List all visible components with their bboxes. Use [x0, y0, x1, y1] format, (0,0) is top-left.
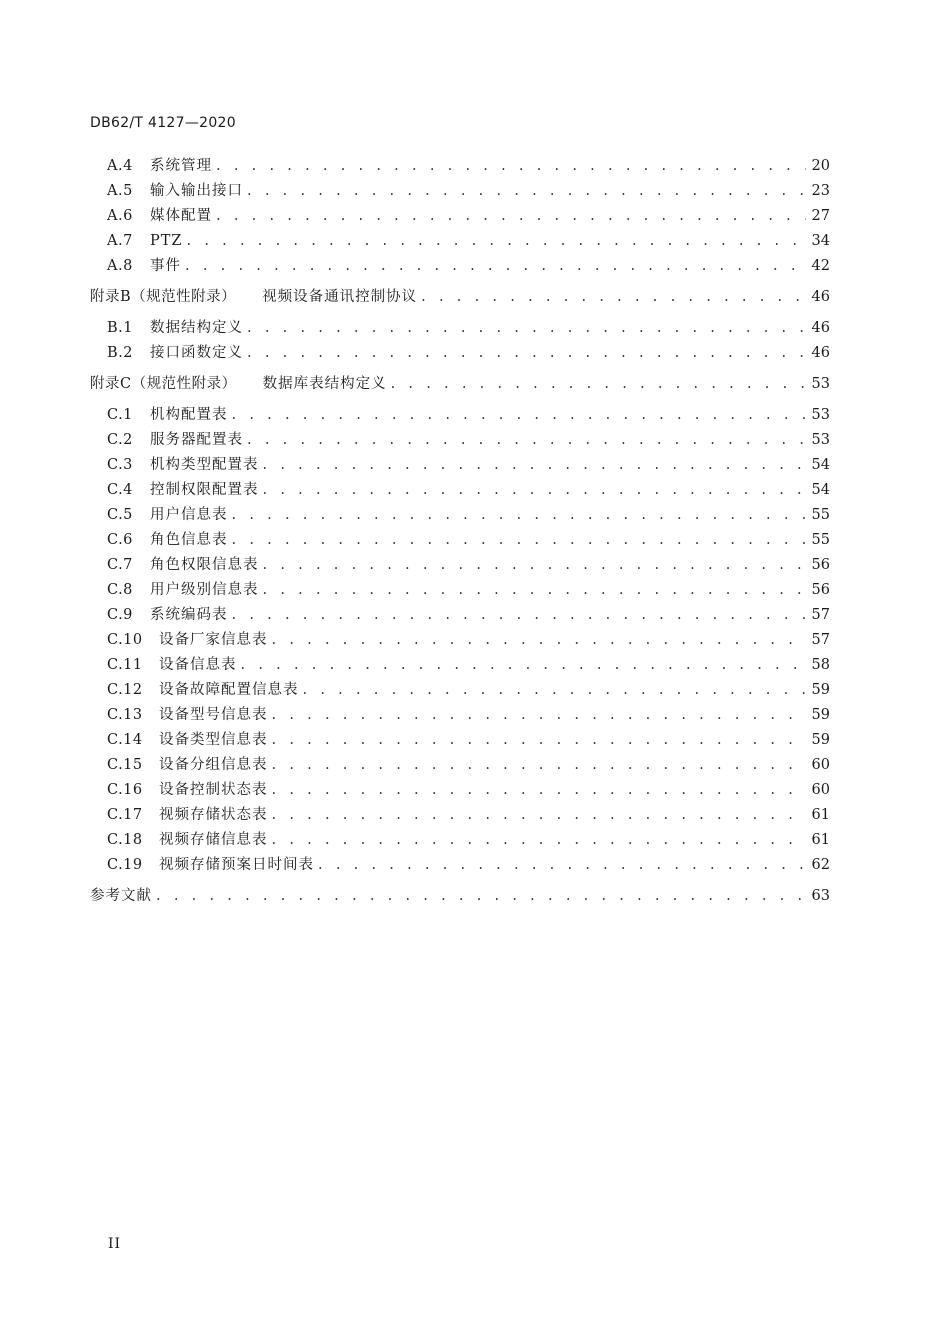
toc-entry-title: 用户级别信息表	[150, 582, 259, 598]
toc-entry-title: 事件	[150, 258, 181, 274]
toc-entry-number: A.8	[107, 258, 133, 274]
table-of-contents	[90, 154, 830, 909]
toc-entry-title: 机构类型配置表	[150, 457, 259, 473]
toc-entry-number: C.9	[107, 607, 133, 623]
toc-entry-title: 视频存储状态表	[159, 807, 268, 823]
toc-entry-title: 角色权限信息表	[150, 557, 259, 573]
toc-entry-title: 系统编码表	[150, 607, 228, 623]
toc-entry[interactable]	[90, 372, 830, 397]
toc-leader-dots	[232, 403, 807, 428]
toc-entry-title: 设备型号信息表	[159, 707, 268, 723]
toc-entry[interactable]	[90, 528, 830, 553]
toc-entry-page: 60	[811, 757, 830, 773]
toc-entry-title: 数据库表结构定义	[262, 376, 387, 392]
toc-entry-page: 27	[811, 208, 830, 224]
toc-entry-number: B.1	[107, 320, 133, 336]
toc-entry[interactable]	[90, 753, 830, 778]
toc-entry[interactable]	[90, 478, 830, 503]
toc-leader-dots	[185, 254, 806, 279]
page-number: II	[108, 1236, 122, 1252]
toc-entry-number: C.8	[107, 582, 133, 598]
toc-leader-dots	[303, 678, 807, 703]
toc-entry-title: 媒体配置	[150, 208, 212, 224]
toc-leader-dots	[232, 603, 807, 628]
toc-entry[interactable]	[90, 853, 830, 878]
toc-entry-page: 55	[811, 532, 830, 548]
toc-entry-page: 34	[811, 233, 830, 249]
toc-leader-dots	[263, 453, 807, 478]
toc-entry-title: 控制权限配置表	[150, 482, 259, 498]
toc-entry-number: C.18	[107, 832, 143, 848]
toc-entry-page: 59	[811, 682, 830, 698]
toc-leader-dots	[247, 316, 806, 341]
toc-entry-title: PTZ	[150, 233, 183, 249]
toc-entry-number: A.7	[107, 233, 133, 249]
toc-entry-number: C.19	[107, 857, 143, 873]
toc-entry[interactable]	[90, 254, 830, 279]
toc-entry-page: 55	[811, 507, 830, 523]
toc-entry-number: C.6	[107, 532, 133, 548]
toc-entry-title: 接口函数定义	[150, 345, 243, 361]
toc-leader-dots	[232, 528, 807, 553]
toc-leader-dots	[272, 753, 807, 778]
toc-entry[interactable]	[90, 728, 830, 753]
toc-entry[interactable]	[90, 428, 830, 453]
toc-entry[interactable]	[90, 653, 830, 678]
toc-entry[interactable]	[90, 778, 830, 803]
toc-entry-title: 参考文献	[90, 888, 152, 904]
toc-entry[interactable]	[90, 803, 830, 828]
toc-leader-dots	[263, 578, 807, 603]
toc-entry-page: 46	[811, 320, 830, 336]
toc-entry-page: 59	[811, 707, 830, 723]
toc-entry[interactable]	[90, 179, 830, 204]
toc-entry-title: 视频存储预案日时间表	[159, 857, 314, 873]
document-code: DB62/T 4127—2020	[90, 115, 236, 131]
toc-entry[interactable]	[90, 229, 830, 254]
toc-entry-page: 56	[811, 557, 830, 573]
toc-entry-title: 输入输出接口	[150, 183, 243, 199]
toc-entry-page: 60	[811, 782, 830, 798]
toc-entry-number: C.16	[107, 782, 143, 798]
toc-entry[interactable]	[90, 678, 830, 703]
toc-entry-title: 设备厂家信息表	[159, 632, 268, 648]
toc-entry-page: 53	[811, 376, 830, 392]
toc-entry[interactable]	[90, 285, 830, 310]
toc-entry-title: 设备分组信息表	[159, 757, 268, 773]
toc-entry-number: C.1	[107, 407, 133, 423]
toc-entry-number: C.10	[107, 632, 143, 648]
toc-entry-number: 附录B（规范性附录）	[90, 289, 237, 305]
toc-entry-number: C.7	[107, 557, 133, 573]
toc-leader-dots	[216, 154, 806, 179]
toc-entry-title: 设备类型信息表	[159, 732, 268, 748]
toc-entry-number: C.17	[107, 807, 143, 823]
toc-entry-page: 56	[811, 582, 830, 598]
toc-entry[interactable]	[90, 628, 830, 653]
toc-entry-page: 53	[811, 407, 830, 423]
toc-entry-number: C.11	[107, 657, 143, 673]
toc-entry-title: 设备控制状态表	[159, 782, 268, 798]
toc-entry-number: B.2	[107, 345, 133, 361]
toc-leader-dots	[272, 778, 807, 803]
toc-leader-dots	[272, 703, 807, 728]
toc-entry[interactable]	[90, 503, 830, 528]
toc-entry-number: C.14	[107, 732, 143, 748]
toc-entry-number: C.12	[107, 682, 143, 698]
toc-entry-title: 用户信息表	[150, 507, 228, 523]
toc-entry-page: 63	[811, 888, 830, 904]
toc-leader-dots	[232, 503, 807, 528]
toc-entry-page: 20	[811, 158, 830, 174]
toc-entry[interactable]	[90, 703, 830, 728]
toc-leader-dots	[272, 728, 807, 753]
toc-entry-number: C.2	[107, 432, 133, 448]
toc-entry-title: 服务器配置表	[150, 432, 243, 448]
toc-entry-title: 视频设备通讯控制协议	[262, 289, 418, 305]
toc-entry-page: 53	[811, 432, 830, 448]
toc-leader-dots	[187, 229, 806, 254]
toc-entry[interactable]	[90, 403, 830, 428]
toc-entry[interactable]	[90, 603, 830, 628]
toc-entry[interactable]	[90, 204, 830, 229]
toc-entry-number: C.15	[107, 757, 143, 773]
toc-entry-page: 61	[811, 807, 830, 823]
toc-entry-title: 系统管理	[150, 158, 212, 174]
toc-leader-dots	[272, 803, 807, 828]
toc-entry-number: C.4	[107, 482, 133, 498]
toc-leader-dots	[247, 428, 806, 453]
toc-entry-page: 61	[811, 832, 830, 848]
toc-entry-page: 62	[811, 857, 830, 873]
toc-entry-title: 数据结构定义	[150, 320, 243, 336]
toc-entry-number: A.4	[107, 158, 133, 174]
toc-leader-dots	[391, 372, 806, 397]
toc-entry[interactable]	[90, 828, 830, 853]
toc-entry-page: 42	[811, 258, 830, 274]
toc-entry-page: 57	[811, 632, 830, 648]
toc-entry[interactable]	[90, 553, 830, 578]
toc-entry-page: 54	[811, 457, 830, 473]
toc-leader-dots	[272, 828, 807, 853]
toc-entry[interactable]	[90, 316, 830, 341]
toc-leader-dots	[216, 204, 806, 229]
toc-entry-number: C.3	[107, 457, 133, 473]
toc-entry-title: 机构配置表	[150, 407, 228, 423]
toc-entry-title: 角色信息表	[150, 532, 228, 548]
toc-entry-page: 59	[811, 732, 830, 748]
toc-entry-title: 设备信息表	[159, 657, 237, 673]
toc-entry-page: 46	[811, 345, 830, 361]
toc-leader-dots	[247, 341, 806, 366]
toc-leader-dots	[272, 628, 807, 653]
toc-entry-page: 46	[811, 289, 830, 305]
toc-entry[interactable]	[90, 884, 830, 909]
toc-entry-number: A.6	[107, 208, 133, 224]
toc-entry-number: A.5	[107, 183, 133, 199]
toc-entry-number: C.5	[107, 507, 133, 523]
toc-leader-dots	[247, 179, 806, 204]
toc-entry-page: 58	[811, 657, 830, 673]
toc-leader-dots	[156, 884, 806, 909]
toc-entry-title: 视频存储信息表	[159, 832, 268, 848]
toc-leader-dots	[421, 285, 806, 310]
toc-entry-page: 23	[811, 183, 830, 199]
toc-entry-number: C.13	[107, 707, 143, 723]
toc-entry-page: 54	[811, 482, 830, 498]
toc-leader-dots	[263, 553, 807, 578]
toc-entry[interactable]	[90, 341, 830, 366]
toc-entry-page: 57	[811, 607, 830, 623]
toc-entry[interactable]	[90, 154, 830, 179]
toc-leader-dots	[263, 478, 807, 503]
toc-entry-title: 设备故障配置信息表	[159, 682, 299, 698]
toc-leader-dots	[318, 853, 806, 878]
toc-entry[interactable]	[90, 578, 830, 603]
toc-leader-dots	[241, 653, 807, 678]
toc-entry-number: 附录C（规范性附录）	[90, 376, 237, 392]
toc-entry[interactable]	[90, 453, 830, 478]
